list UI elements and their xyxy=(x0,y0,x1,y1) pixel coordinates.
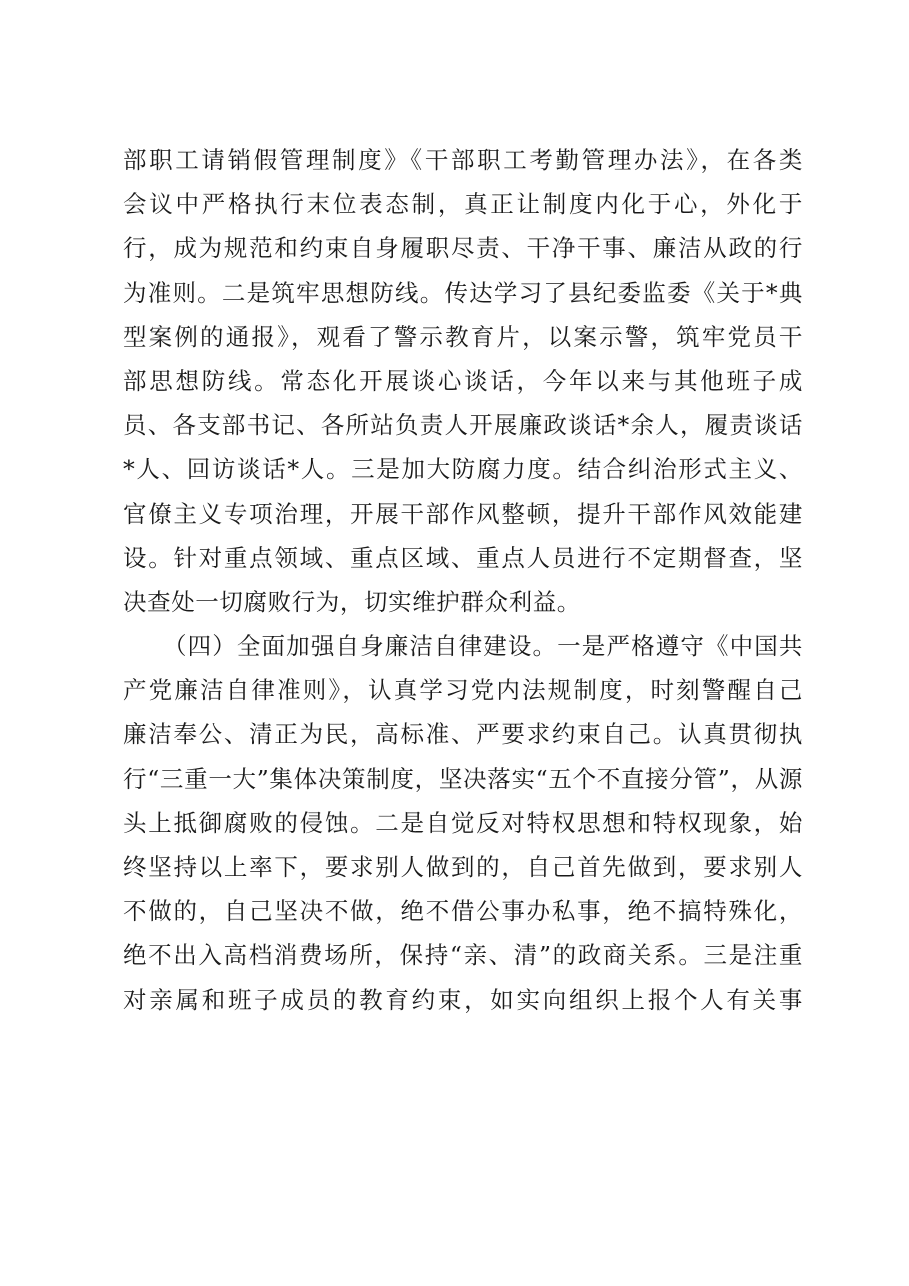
text-line: 行“三重一大”集体决策制度，坚决落实“五个不直接分管”，从源 xyxy=(123,764,803,793)
text-line: 产党廉洁自律准则》，认真学习党内法规制度，时刻警醒自己 xyxy=(123,676,803,705)
text-line: 决查处一切腐败行为，切实维护群众利益。 xyxy=(123,587,581,616)
text-line: 部职工请销假管理制度》《干部职工考勤管理办法》，在各类 xyxy=(123,146,803,174)
text-line: 型案例的通报》，观看了警示教育片，以案示警，筑牢党员干 xyxy=(123,322,803,351)
document-body xyxy=(123,138,803,1022)
paragraph-2 xyxy=(123,624,803,1022)
text-line: 为准则。二是筑牢思想防线。传达学习了县纪委监委《关于*典 xyxy=(123,278,803,307)
text-line: 官僚主义专项治理，开展干部作风整顿，提升干部作风效能建 xyxy=(123,499,803,528)
text-line: 会议中严格执行末位表态制，真正让制度内化于心，外化于 xyxy=(123,190,803,219)
text-line: 员、各支部书记、各所站负责人开展廉政谈话*余人，履责谈话 xyxy=(123,411,803,440)
text-line: 部思想防线。常态化开展谈心谈话，今年以来与其他班子成 xyxy=(123,366,803,395)
text-line: 设。针对重点领域、重点区域、重点人员进行不定期督查，坚 xyxy=(123,543,803,572)
text-line: （四）全面加强自身廉洁自律建设。一是严格遵守《中国共 xyxy=(163,632,803,661)
text-line: 对亲属和班子成员的教育约束，如实向组织上报个人有关事 xyxy=(123,985,803,1014)
text-line: 绝不出入高档消费场所，保持“亲、清”的政商关系。三是注重 xyxy=(123,941,803,970)
text-line: 终坚持以上率下，要求别人做到的，自己首先做到，要求别人 xyxy=(123,853,803,881)
text-line: 行，成为规范和约束自身履职尽责、干净干事、廉洁从政的行 xyxy=(123,234,803,263)
text-line: *人、回访谈话*人。三是加大防腐力度。结合纠治形式主义、 xyxy=(123,455,803,484)
text-line: 头上抵御腐败的侵蚀。二是自觉反对特权思想和特权现象，始 xyxy=(123,808,803,837)
text-line: 不做的，自己坚决不做，绝不借公事办私事，绝不搞特殊化， xyxy=(123,897,803,926)
text-line: 廉洁奉公、清正为民，高标准、严要求约束自己。认真贯彻执 xyxy=(123,720,803,749)
paragraph-1 xyxy=(123,138,803,624)
